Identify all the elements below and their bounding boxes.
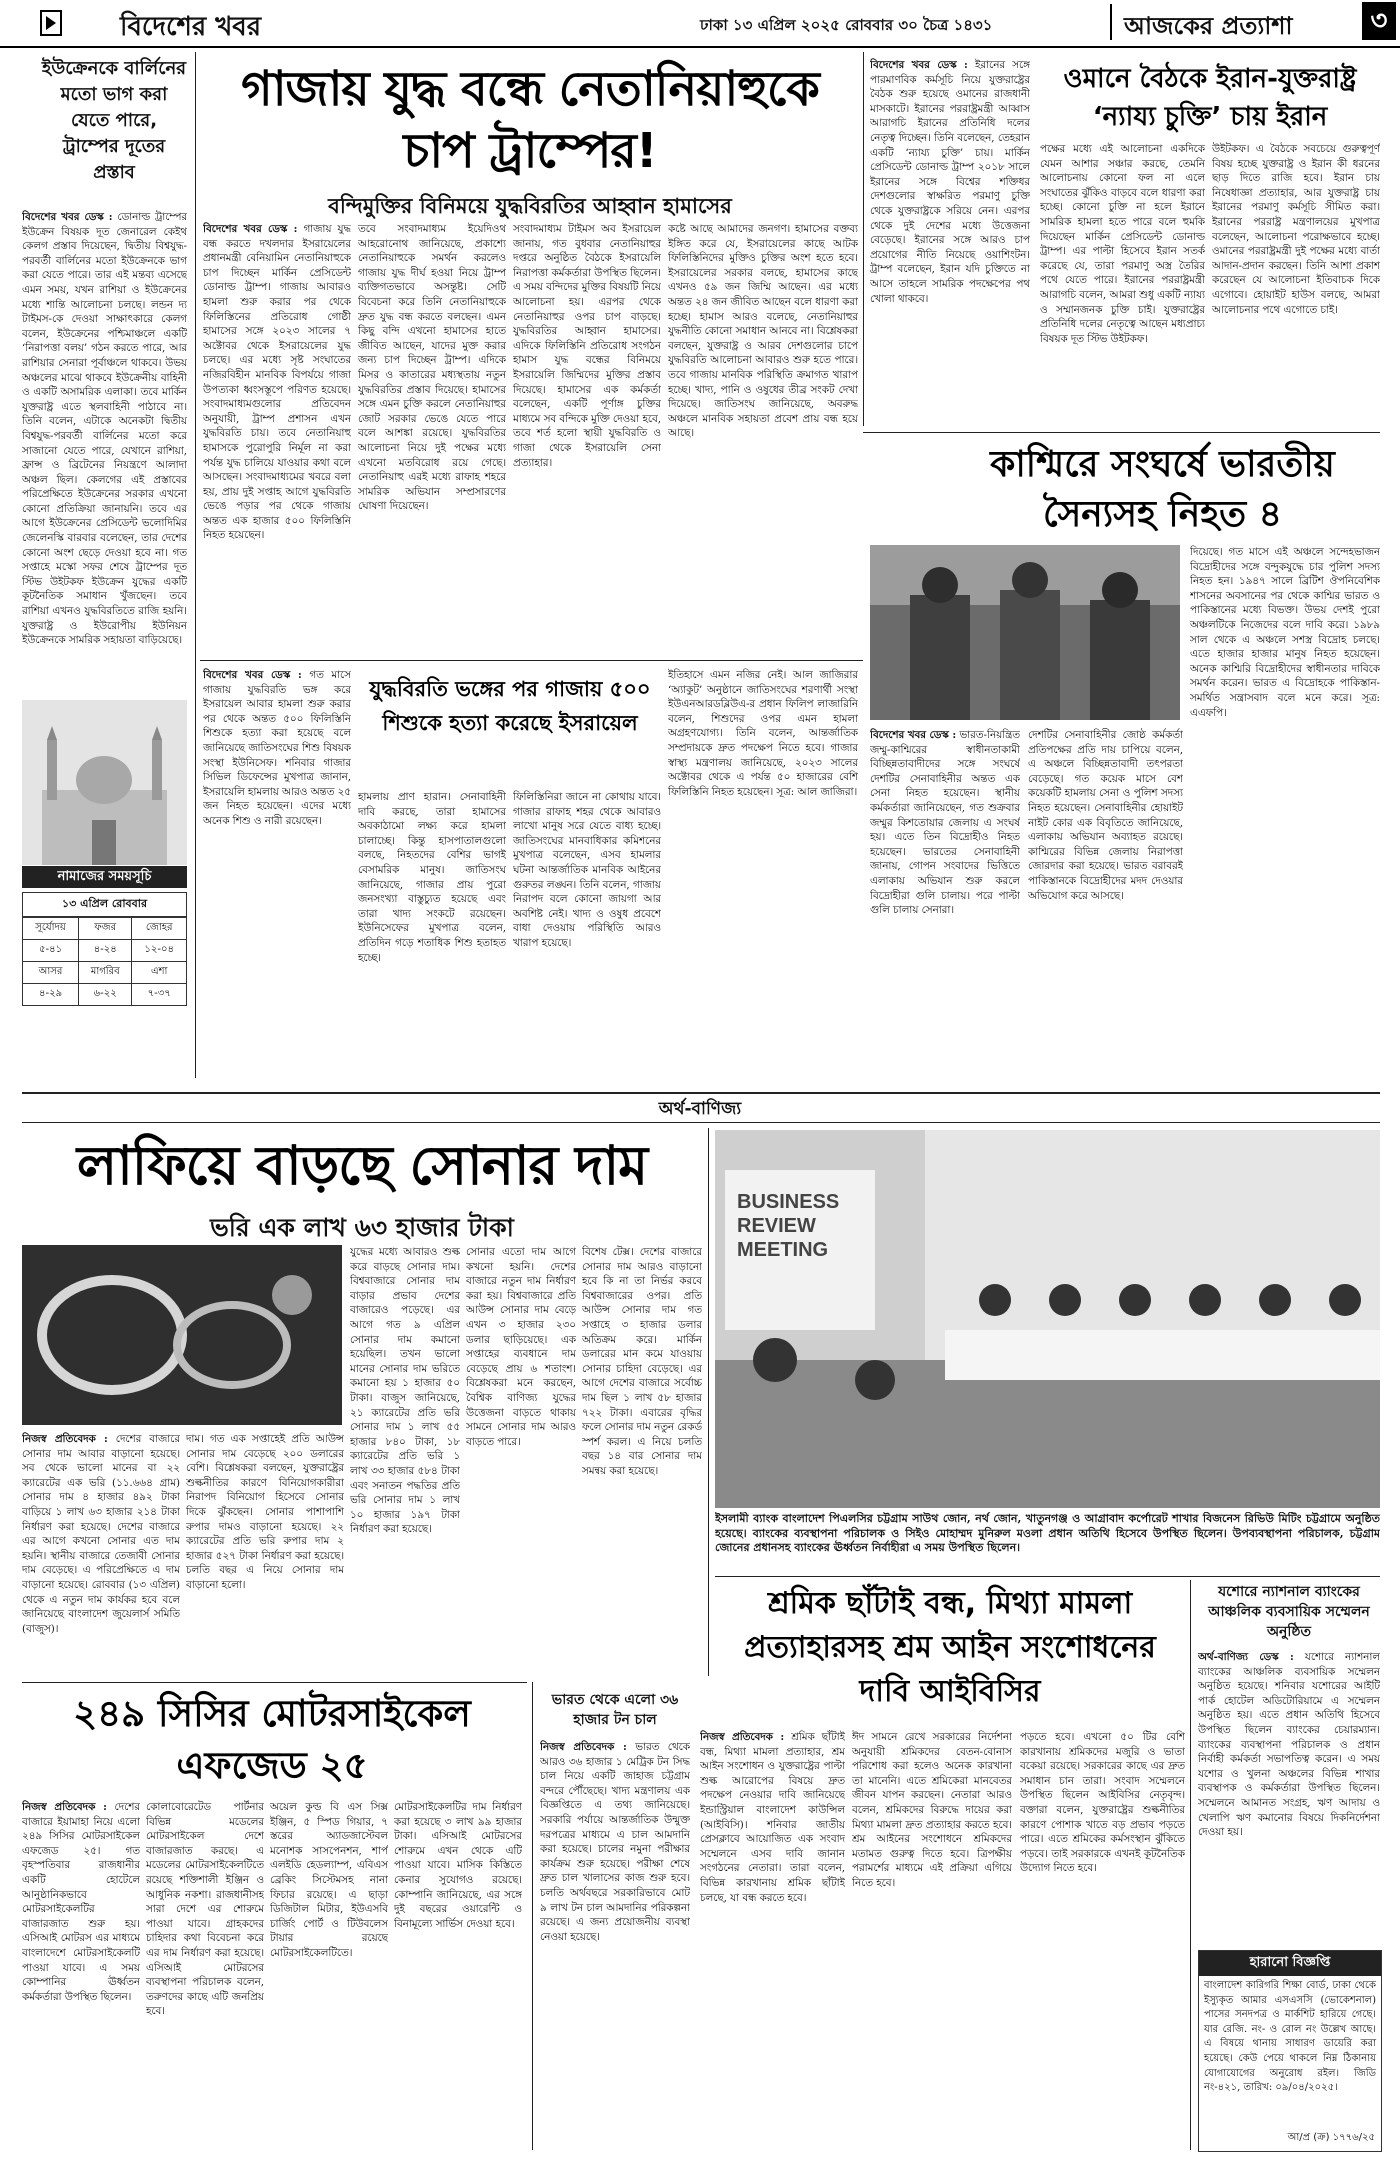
page-header: [0, 0, 1400, 48]
gold-subhead: ভরি এক লাখ ৬৩ হাজার টাকা: [210, 1213, 514, 1242]
gaza-children-col-2: হামলায় প্রাণ হারান। সেনাবাহিনী দাবি করছে, তারা হামাসের অবকাঠামো লক্ষ্য করে হামলা চালাচ্ছে। কিন্তু হাসপাতালগুলো বলছে, নিহতদের বেশির ভাগই বেসামরিক মানুষ। জাতিসংঘ জানিয়েছে, গাজার প্রায় পুরো জনসংখ্যা বাস্তুচ্যুত হয়েছে এবং তারা খাদ্য সংকটে রয়েছেন। ইউনিসেফের মুখপাত্র বলেন, প্রতিদিন গড়ে শতাধিক শিশু হতাহত হচ্ছে।: [358, 791, 506, 964]
gaza-col-1: বিদেশের খবর ডেস্ক : গাজায় যুদ্ধ বন্ধ করতে দখলদার ইসরায়েলের প্রধানমন্ত্রী বেনিয়ামিন নেতানিয়াহুকে চাপ দিচ্ছেন মার্কিন প্রেসিডেন্ট ডোনাল্ড ট্রাম্প। গাজায় আবারও হামলা শুরু করার পর থেকে ফিলিস্তিনের প্রতিরোধ গোষ্ঠী হামাসের সঙ্গে ২০২৩ সালের ৭ অক্টোবর থেকে ইসরায়েলের যুদ্ধ চলছে। এর মধ্যে সৃষ্ট সংঘাতের নজিরবিহীন মানবিক বিপর্যয়ে গাজা উপত্যকা ধ্বংসস্তূপে পরিণত হয়েছে। সংবাদমাধ্যমগুলোর প্রতিবেদন অনুযায়ী, ট্রাম্প প্রশাসন এখন যুদ্ধবিরতি চায়। তবে নেতানিয়াহু হামাসকে পুরোপুরি নির্মূল না করা পর্যন্ত যুদ্ধ চালিয়ে যাওয়ার কথা বলে আসছেন। সংবাদমাধ্যমের খবরে বলা হয়, প্রায় দুই সপ্তাহ আগে যুদ্ধবিরতি ভেঙে পড়ার পর থেকে গাজায় অন্তত এক হাজার ৫০০ ফিলিস্তিনি নিহত হয়েছেন।: [203, 223, 351, 542]
ibc-col-3: পড়তে হবে। এখনো ৫০ টির বেশি কারখানায় শ্রমিকদের মজুরি ও ভাতা বকেয়া রয়েছে। সরকারের কাছে এর দ্রুত সমাধান চান তারা। সংবাদ সম্মেলনে উপস্থিত ছিলেন আইবিসির নেতৃবৃন্দ। বক্তারা বলেন, যুক্তরাষ্ট্রের শুল্কনীতির কারণে পোশাক খাতে বড় প্রভাব পড়তে পারে। এতে শ্রমিকের কর্মসংস্থান ঝুঁকিতে পড়বে। তাই সরকারকে এখনই কূটনৈতিক উদ্যোগ নিতে হবে।: [1020, 1731, 1185, 1875]
page-number: ৩: [1362, 2, 1396, 40]
page-marker-icon: [40, 10, 62, 36]
gaza-children-col-3: ফিলিস্তিনিরা জানে না কোথায় যাবে। গাজার রাফাহ শহর থেকে আবারও লাখো মানুষ সরে যেতে বাধ্য হচ্ছে। জাতিসংঘের মানবাধিকার কমিশনের মুখপাত্র বলেছেন, এসব হামলার ঘটনা আন্তর্জাতিক মানবিক আইনের গুরুতর লঙ্ঘন। তিনি বলেন, গাজায় নিরাপদ বলে কোনো জায়গা আর অবশিষ্ট নেই। খাদ্য ও ওষুধ প্রবেশে বাধা দেওয়ায় পরিস্থিতি আরও খারাপ হয়েছে।: [513, 791, 661, 949]
rice-article: নিজস্ব প্রতিবেদক : ভারত থেকে আরও ৩৬ হাজার ১ মেট্রিক টন সিদ্ধ চাল নিয়ে একটি জাহাজ চট্টগ্রাম বন্দরে পৌঁছেছে। খাদ্য মন্ত্রণালয় এক বিজ্ঞপ্তিতে এ তথ্য জানিয়েছে। সরকারি পর্যায়ে আন্তর্জাতিক উন্মুক্ত দরপত্রের মাধ্যমে এ চাল আমদানি করা হয়েছে। চালের নমুনা পরীক্ষার কার্যক্রম শুরু হয়েছে। পরীক্ষা শেষে দ্রুত চাল খালাসের কাজ শুরু হবে। চলতি অর্থবছরে সরকারিভাবে মোট ৯ লাখ টন চাল আমদানির পরিকল্পনা রয়েছে। এ জন্য প্রয়োজনীয় ব্যবস্থা নেওয়া হয়েছে।: [540, 1741, 690, 1943]
iran-col-3: উইটকফ। এ বৈঠকে সবচেয়ে গুরুত্বপূর্ণ বিষয় হচ্ছে যুক্তরাষ্ট্র ও ইরান কী ধরনের ছাড় দিতে রাজি হবে। ইরান চায় নিষেধাজ্ঞা প্রত্যাহার, আর যুক্তরাষ্ট্র চায় ইরানের পরমাণু কর্মসূচি সীমিত করা। ইরানের পররাষ্ট্র মন্ত্রণালয়ের মুখপাত্র বলেছেন, আলোচনা পরোক্ষভাবে হচ্ছে। ওমানের পররাষ্ট্রমন্ত্রী দুই পক্ষের মধ্যে বার্তা আদান-প্রদান করছেন। তিনি আশা প্রকাশ করেছেন যে আলোচনা ইতিবাচক দিকে এগোবে। হোয়াইট হাউস বলছে, আমরা আলোচনার পথে এগোতে চাই।: [1212, 143, 1380, 316]
gaza-subhead: বন্দিমুক্তির বিনিময়ে যুদ্ধবিরতির আহ্বান হামাসের: [328, 194, 732, 218]
lost-notice-title: হারানো বিজ্ঞপ্তি: [1199, 1951, 1381, 1976]
gold-col-2: দাম। গত এক সপ্তাহেই প্রতি আউন্স সোনার দাম বেড়েছে ২০০ ডলারের বেশি। বিশ্লেষকরা বলছেন, যুক্তরাষ্ট্রের শুল্কনীতির কারণে বিনিয়োগকারীরা নিরাপদ বিনিয়োগ হিসেবে সোনার দিকে ঝুঁকছেন। সোনার পাশাপাশি রুপার দামও বাড়ানো হয়েছে। ২২ ক্যারেটের প্রতি ভরি রুপার দাম ২ হাজার ৫২৭ টাকা নির্ধারণ করা হয়েছে। চলতি বছর এ নিয়ে সোনার দাম বাড়ানো হলো।: [186, 1433, 344, 1591]
bank-meeting-photo: [715, 1130, 1380, 1508]
motorcycle-headline: ২৪৯ সিসির মোটরসাইকেল এফজেড ২৫: [73, 1692, 471, 1787]
ibc-headline: শ্রমিক ছাঁটাই বন্ধ, মিথ্যা মামলা প্রত্যাহারসহ শ্রম আইন সংশোধনের দাবি আইবিসির: [744, 1586, 1156, 1709]
rice-headline: ভারত থেকে এলো ৩৬ হাজার টন চাল: [551, 1692, 679, 1728]
motorcycle-col-4: মোটরসাইকেলটির দাম নির্ধারণ করা হয়েছে ৩ লাখ ৯৯ হাজার টাকা। এসিআই মোটরসের শোরুমে এখন থেকে এটি পাওয়া যাবে। মাসিক কিস্তিতে কেনার সুযোগও রয়েছে। কোম্পানি জানিয়েছে, এর সঙ্গে দুই বছরের ওয়ারেন্টি ও বিনামূল্যে সার্ভিস দেওয়া হবে।: [394, 1801, 522, 1930]
ukraine-byline: বিদেশের খবর ডেস্ক :: [22, 211, 113, 223]
economy-section-label: অর্থ-বাণিজ্য: [620, 1096, 780, 1124]
prayer-date: ১৩ এপ্রিল রোববার: [22, 892, 187, 917]
gaza-col-4: কষ্টে আছে আমাদের জনগণ। হামাসের বক্তব্য ইঙ্গিত করে যে, ইসরায়েলের কাছে আটক ফিলিস্তিনিদের মুক্তিও চুক্তির অংশ হতে হবে। ইসরায়েলের সরকার বলছে, হামাসের কাছে এখনও ৫৯ জন জিম্মি আছেন। এর মধ্যে অন্তত ২৪ জন জীবিত আছেন বলে ধারণা করা হচ্ছে। হামাস আরও বলেছে, নেতানিয়াহুর যুদ্ধনীতি কোনো সমাধান আনবে না। বিশ্লেষকরা বলছেন, যুক্তরাষ্ট্র ও আরব দেশগুলোর চাপে যুদ্ধবিরতি আলোচনা আবারও শুরু হতে পারে। তবে গাজায় মানবিক পরিস্থিতি ক্রমাগত খারাপ হচ্ছে। খাদ্য, পানি ও ওষুধের তীব্র সংকট দেখা দিয়েছে। জাতিসংঘ জানিয়েছে, অবরুদ্ধ অঞ্চলে মানবিক সহায়তা প্রবেশ প্রায় বন্ধ হয়ে আছে।: [668, 223, 858, 440]
ukraine-headline: ইউক্রেনকে বার্লিনের মতো ভাগ করা যেতে পারে, ট্রাম্পের দূতের প্রস্তাব: [41, 58, 187, 183]
kashmir-col-2: দেশটির সেনাবাহিনীর জোষ্ঠ কর্মকর্তা প্রতিপক্ষের প্রতি দায় চাপিয়ে বলেন, এ অঞ্চলে বিচ্ছিন্নতাবাদী তৎপরতা বেড়েছে। গত কয়েক মাসে বেশ কয়েকটি হামলায় সেনা ও পুলিশ সদস্য নিহত হয়েছেন। সেনাবাহিনীর হোয়াইট নাইট কোর এক বিবৃতিতে জানিয়েছে, এলাকায় অভিযান অব্যাহত রয়েছে। কাশ্মিরের বিভিন্ন জেলায় নিরাপত্তা জোরদার করা হয়েছে। ভারত বরাবরই পাকিস্তানকে বিদ্রোহীদের মদদ দেওয়ার অভিযোগ করে আসছে।: [1028, 729, 1183, 902]
gold-jewellery-photo: [22, 1245, 342, 1425]
prayer-times-grid: সূর্যোদয় ফজর জোহর ৫-৪১ ৪-২৪ ১২-০৪ আসর মাগরিব এশা ৪-২৯ ৬-২২ ৭-৩৭: [22, 917, 187, 1006]
gaza-children-col-1: বিদেশের খবর ডেস্ক : গত মাসে গাজায় যুদ্ধবিরতি ভঙ্গ করে ইসরায়েল আবার হামলা শুরু করার পর থেকে অন্তত ৫০০ ফিলিস্তিনি শিশুকে হত্যা করা হয়েছে বলে জানিয়েছে জাতিসংঘের শিশু বিষয়ক সংস্থা ইউনিসেফ। শনিবার গাজার সিভিল ডিফেন্সের মুখপাত্র জানান, ইসরায়েলি হামলায় আরও অন্তত ২৫ জন নিহত হয়েছেন। এদের মধ্যে অনেক শিশু ও নারী রয়েছেন।: [203, 669, 351, 827]
motorcycle-col-2: কোলাবোরেটেড পার্টনার বিভিন্ন মডেলের মোটরসাইকেল দেশে বাজারজাত করছে। এ মডেলের মোটরসাইকেলটিতে রয়েছে শক্তিশালী ইঞ্জিন ও আধুনিক নকশা। রাজধানীসহ সারা দেশে এর শোরুমে পাওয়া যাবে। গ্রাহকদের চাহিদার কথা বিবেচনা করে এর দাম নির্ধারণ করা হয়েছে। এসিআই মোটরসের ব্যবস্থাপনা পরিচালক বলেন, তরুণদের কাছে এটি জনপ্রিয় হবে।: [146, 1801, 264, 2018]
ibc-col-1: নিজস্ব প্রতিবেদক : শ্রমিক ছাঁটাই বন্ধ, মিথ্যা মামলা প্রত্যাহার, শ্রম আইন সংশোধন ও যুক্তরাষ্ট্রের পাল্টা শুল্ক আরোপের বিষয়ে দ্রুত পদক্ষেপ নেওয়ার দাবি জানিয়েছে ইন্ডাস্ট্রিয়াল বাংলাদেশ কাউন্সিল (আইবিসি)। শনিবার জাতীয় প্রেসক্লাবে আয়োজিত এক সংবাদ সম্মেলনে এসব দাবি জানান সংগঠনের নেতারা। তারা বলেন, বিভিন্ন কারখানায় শ্রমিক ছাঁটাই চলছে, যা বন্ধ করতে হবে।: [700, 1731, 845, 1904]
iran-col-1: বিদেশের খবর ডেস্ক : ইরানের সঙ্গে পারমাণবিক কর্মসূচি নিয়ে যুক্তরাষ্ট্রের বৈঠক শুরু হয়েছে ওমানের রাজধানী মাসকাটে। ইরানের পররাষ্ট্রমন্ত্রী আব্বাস আরাগচি ইরানের প্রতিনিধি দলের নেতৃত্ব দিচ্ছেন। তিনি বলেছেন, তেহরান একটি ‘ন্যায্য চুক্তি’ চায়। মার্কিন প্রেসিডেন্ট ডোনাল্ড ট্রাম্প ২০১৮ সালে ইরানের সঙ্গে বিশ্বের শক্তিধর দেশগুলোর স্বাক্ষরিত পরমাণু চুক্তি থেকে যুক্তরাষ্ট্রকে সরিয়ে নেন। এরপর থেকে দুই দেশের মধ্যে উত্তেজনা বেড়েছে। ইরানের সঙ্গে আরও চাপ প্রয়োগের নীতি নিয়েছে ওয়াশিংটন। ট্রাম্প বলেছেন, ইরান যদি চুক্তিতে না আসে তাহলে সামরিক পদক্ষেপের পথ খোলা থাকবে।: [870, 59, 1030, 305]
prayer-times-caption: নামাজের সময়সূচি: [22, 866, 187, 888]
gold-col-5: বিশেষ টেক্স। দেশের বাজারে সোনার দাম আরও বাড়ানো হবে কি না তা নির্ভর করবে বিশ্ববাজারের ওপর। প্রতি আউন্স সোনার দাম গত সপ্তাহে ৩ হাজার ডলার অতিক্রম করে। মার্কিন ডলারের মান কমে যাওয়ায় সোনার চাহিদা বেড়েছে। এর আগে দেশের বাজারে সর্বোচ্চ দাম ছিল ১ লাখ ৫৮ হাজার ৭২২ টাকা। এবারের বৃদ্ধির ফলে সোনার দাম নতুন রেকর্ড স্পর্শ করল। এ নিয়ে চলতি বছর ১৪ বার সোনার দাম সমন্বয় করা হয়েছে।: [582, 1246, 702, 1477]
gaza-children-col-4: ইতিহাসে এমন নজির নেই। আল জাজিরার ‘অ্যাকুট’ অনুষ্ঠানে জাতিসংঘের শরণার্থী সংস্থা ইউএনআরডব্লিউএ-র প্রধান ফিলিপ লাজারিনি বলেন, শিশুদের ওপর এমন হামলা অগ্রহণযোগ্য। তিনি বলেন, আন্তর্জাতিক সম্প্রদায়কে দ্রুত পদক্ষেপ নিতে হবে। গাজার স্বাস্থ্য মন্ত্রণালয় জানিয়েছে, ২০২৩ সালের অক্টোবর থেকে এ পর্যন্ত ৫০ হাজারের বেশি ফিলিস্তিনি নিহত হয়েছেন। সূত্র: আল জাজিরা।: [668, 669, 858, 798]
banner-text: BUSINESS REVIEW MEETING: [737, 1191, 840, 1261]
gold-headline: লাফিয়ে বাড়ছে সোনার দাম: [76, 1134, 648, 1197]
yashore-headline: যশোরে ন্যাশনাল ব্যাংকের আঞ্চলিক ব্যবসায়িক সম্মেলন অনুষ্ঠিত: [1208, 1584, 1370, 1640]
motorcycle-col-1: নিজস্ব প্রতিবেদক : দেশের বাজারে ইয়ামাহা নিয়ে এলো ২৪৯ সিসির মোটরসাইকেল এফজেড ২৫। গত বৃহস্পতিবার রাজধানীর একটি হোটেলে আনুষ্ঠানিকভাবে মোটরসাইকেলটির বাজারজাত শুরু হয়। এসিআই মোটরস এর মাধ্যমে বাংলাদেশে মোটরসাইকেলটি পাওয়া যাবে। এ সময় কোম্পানির ঊর্ধ্বতন কর্মকর্তারা উপস্থিত ছিলেন।: [22, 1801, 140, 2003]
ukraine-article: [22, 210, 187, 690]
yashore-article: অর্থ-বাণিজ্য ডেস্ক : যশোরে ন্যাশনাল ব্যাংকের আঞ্চলিক ব্যবসায়িক সম্মেলন অনুষ্ঠিত হয়েছে। শনিবার যশোরের আইটি পার্ক হোটেল অডিটোরিয়ামে এ সম্মেলন অনুষ্ঠিত হয়। এতে প্রধান অতিথি হিসেবে উপস্থিত ছিলেন ব্যাংকের চেয়ারম্যান। ব্যাংকের ব্যবস্থাপনা পরিচালক ও প্রধান নির্বাহী কর্মকর্তা সভাপতিত্ব করেন। এ সময় যশোর ও খুলনা অঞ্চলের বিভিন্ন শাখার ব্যবস্থাপক ও কর্মকর্তারা উপস্থিত ছিলেন। সম্মেলনে আমানত সংগ্রহ, ঋণ আদায় ও খেলাপি ঋণ কমানোর বিষয়ে দিকনির্দেশনা দেওয়া হয়।: [1198, 1651, 1380, 1839]
iran-headline: ওমানে বৈঠকে ইরান-যুক্তরাষ্ট্র ‘ন্যায্য চুক্তি’ চায় ইরান: [1063, 64, 1357, 132]
gold-col-3: যুদ্ধের মধ্যে আবারও শুল্ক করে বাড়ছে সোনার দাম। বিশ্ববাজারে সোনার দাম বাড়ার প্রভাব দেশের বাজারেও পড়েছে। এর আগে গত ৯ এপ্রিল সোনার দাম কমানো হয়েছিল। তখন ভালো মানের সোনার দাম ভরিতে কমানো হয় ১ হাজার ৫০ টাকা। বাজুস জানিয়েছে, ২১ ক্যারেটের প্রতি ভরি সোনার দাম ১ লাখ ৫৫ হাজার ৮৪০ টাকা, ১৮ ক্যারেটের প্রতি ভরি ১ লাখ ৩৩ হাজার ৫৮৪ টাকা এবং সনাতন পদ্ধতির প্রতি ভরি সোনার দাম ১ লাখ ১০ হাজার ১৯৭ টাকা নির্ধারণ করা হয়েছে।: [350, 1246, 460, 1536]
gold-col-1: নিজস্ব প্রতিবেদক : দেশের বাজারে সোনার দাম আবার বাড়ানো হয়েছে। সব থেকে ভালো মানের বা ২২ ক্যারেটের এক ভরি (১১.৬৬৪ গ্রাম) সোনার দাম ৪ হাজার ৪৯২ টাকা বাড়িয়ে ১ লাখ ৬৩ হাজার ২১৪ টাকা নির্ধারণ করা হয়েছে। দেশের বাজারে এর আগে কখনো সোনার এত দাম হয়নি। স্থানীয় বাজারে তেজাবী সোনার দাম বেড়েছে। এ পরিপ্রেক্ষিতে এ দাম বাড়ানো হয়েছে। রোববার (১৩ এপ্রিল) থেকে এ নতুন দাম কার্যকর হবে বলে জানিয়েছে বাংলাদেশ জুয়েলার্স সমিতি (বাজুস)।: [22, 1433, 180, 1635]
gold-col-4: সোনার এতো দাম আগে কখনো হয়নি। দেশের বাজারে নতুন দাম নির্ধারণ করা হয়। বিশ্ববাজারে প্রতি আউন্স সোনার দাম বেড়ে এখন ৩ হাজার ২৩০ ডলার ছাড়িয়েছে। এক সপ্তাহের ব্যবধানে দাম বেড়েছে প্রায় ৬ শতাংশ। বিশ্লেষকরা মনে করছেন, বৈশ্বিক বাণিজ্য যুদ্ধের উত্তেজনা বাড়তে থাকায় সামনে সোনার দাম আরও বাড়তে পারে।: [466, 1246, 576, 1448]
iran-col-2: পক্ষের মধ্যে এই আলোচনা একদিকে যেমন আশার সঞ্চার করছে, তেমনি আলোচনায় কোনো ফল না এলে সংঘাতের ঝুঁকিও বাড়বে বলে ধারণা করা হচ্ছে। কোনো চুক্তি না হলে ইরানে সামরিক হামলা হতে পারে বলে হুমকি দিয়েছেন মার্কিন প্রেসিডেন্ট ডোনাল্ড ট্রাম্প। এর পাল্টা হিসেবে ইরান সতর্ক করেছে যে, তারা পরমাণু অস্ত্র তৈরির পথে যেতে পারে। ইরানের পররাষ্ট্রমন্ত্রী আরাগচি বলেন, আমরা শুধু একটি ন্যায্য ও সম্মানজনক চুক্তি চাই। যুক্তরাষ্ট্রের প্রতিনিধি দলের নেতৃত্বে আছেন মধ্যপ্রাচ্য বিষয়ক দূত স্টিভ উইটকফ।: [1040, 143, 1205, 345]
gaza-col-3: সংবাদমাধ্যম টাইমস অব ইসরায়েল জানায়, গত বুধবার নেতানিয়াহুর দপ্তরে অনুষ্ঠিত বৈঠকে ইসরায়েলি নিরাপত্তা কর্মকর্তারা উপস্থিত ছিলেন। এ সময় বন্দিদের মুক্তির বিষয়টি নিয়ে আলোচনা হয়। এরপর থেকে নেতানিয়াহুর ওপর চাপ বাড়ছে। যুদ্ধবিরতির আহ্বান হামাসের। এদিকে ফিলিস্তিনি প্রতিরোধ সংগঠন হামাস যুদ্ধ বন্ধের বিনিময়ে ইসরায়েলি জিম্মিদের মুক্তির প্রস্তাব দিয়েছে। হামাসের এক কর্মকর্তা বলেছেন, একটি পূর্ণাঙ্গ চুক্তির মাধ্যমে সব বন্দিকে মুক্তি দেওয়া হবে, তবে শর্ত হলো স্থায়ী যুদ্ধবিরতি ও গাজা থেকে ইসরায়েলি সেনা প্রত্যাহার।: [513, 223, 661, 469]
kashmir-col-1: বিদেশের খবর ডেস্ক : ভারত-নিয়ন্ত্রিত জম্মু-কাশ্মিরের স্বাধীনতাকামী বিচ্ছিন্নতাবাদীদের সঙ্গে সংঘর্ষে দেশটির সেনাবাহিনীর অন্তত এক সেনা নিহত হয়েছেন। স্থানীয় কর্মকর্তারা জানিয়েছেন, গত শুক্রবার জম্মুর কিশতোয়ার জেলায় এ সংঘর্ষ হয়। এতে তিন বিদ্রোহীও নিহত হয়েছেন। ভারতের সেনাবাহিনী জানায়, গোপন সংবাদের ভিত্তিতে এলাকায় অভিযান শুরু করলে বিদ্রোহীরা গুলি চালায়। পরে পাল্টা গুলি চালায় সেনারা।: [870, 729, 1020, 917]
mosque-photo: [22, 700, 187, 865]
lost-notice-body: বাংলাদেশ কারিগরি শিক্ষা বোর্ড, ঢাকা থেকে ইস্যুকৃত আমার এসএসসি (ভোকেশনাল) পাসের সনদপত্র ও মার্কশিট হারিয়ে গেছে। যার রেজি. নং- ও রোল নং উল্লেখ আছে। এ বিষয়ে থানায় সাধারণ ডায়েরি করা হয়েছে। কেউ পেয়ে থাকলে নিম্ন ঠিকানায় যোগাযোগের অনুরোধ রইল। জিডি নং-৪২১, তারিখ: ০৯/০৪/২০২৫।: [1204, 1980, 1376, 2094]
lost-notice-box: [1198, 1950, 1382, 2152]
section-title: বিদেশের খবর: [120, 12, 262, 42]
kashmir-headline: কাশ্মিরে সংঘর্ষে ভারতীয় সৈন্যসহ নিহত ৪: [990, 444, 1335, 535]
gaza-headline: গাজায় যুদ্ধ বন্ধে নেতানিয়াহুকে চাপ ট্রাম্পের!: [241, 61, 819, 179]
bank-photo-caption: ইসলামী ব্যাংক বাংলাদেশ পিএলসির চট্টগ্রাম সাউথ জোন, নর্থ জোন, খাতুনগঞ্জ ও আগ্রাবাদ কর্পোরেট শাখার বিজনেস রিভিউ মিটিং চট্টগ্রামে অনুষ্ঠিত হয়েছে। ব্যাংকের ব্যবস্থাপনা পরিচালক ও সিইও মোহাম্মদ মুনিরুল মওলা প্রধান অতিথি হিসেবে উপস্থিত ছিলেন। উপব্যবস্থাপনা পরিচালক, চট্টগ্রাম জোনের প্রধানসহ ব্যাংকের ঊর্ধ্বতন নির্বাহীরা এ সময় উপস্থিত ছিলেন।: [715, 1512, 1380, 1555]
gaza-col-2: তবে সংবাদমাধ্যম ইয়েদিওথ আহরোনোথ জানিয়েছে, প্রকাশ্যে নেতানিয়াহুকে সমর্থন করলেও গাজায় যুদ্ধ দীর্ঘ হওয়া নিয়ে ট্রাম্প ব্যক্তিগতভাবে অসন্তুষ্ট। সেটি বিবেচনা করে তিনি নেতানিয়াহুকে দ্রুত যুদ্ধ বন্ধ করতে বলছেন। এমন কিছু বন্দি এখনো হামাসের হাতে জীবিত আছেন, যাদের মুক্ত করার জন্য চাপ দিচ্ছেন ট্রাম্প। এদিকে মিসর ও কাতারের মধ্যস্থতায় নতুন যুদ্ধবিরতির প্রস্তাব দিয়েছে। হামাসের সঙ্গে এমন চুক্তি করলে নেতানিয়াহুর জোট সরকার ভেঙে যেতে পারে বলে আশঙ্কা রয়েছে। যুদ্ধবিরতির আলোচনা নিয়ে দুই পক্ষের মধ্যে এখনো মতবিরোধ রয়ে গেছে। নেতানিয়াহু এরই মধ্যে রাফাহ শহরে সামরিক অভিযান সম্প্রসারণের ঘোষণা দিয়েছেন।: [358, 223, 506, 513]
brand-logo: [1110, 4, 1362, 40]
brand-name: আজকের প্রত্যাশা: [1124, 12, 1293, 40]
lost-notice-ref: আ/প্র (ক্র) ১৭৭৬/২৫: [1287, 2132, 1375, 2143]
kashmir-soldiers-photo: [870, 545, 1180, 720]
prayer-times-table: [22, 892, 187, 1006]
ibc-col-2: ঈদ সামনে রেখে সরকারের নির্দেশনা অনুযায়ী শ্রমিকদের বেতন-বোনাস পরিশোধ করা হলেও অনেক কারখানা তা মানেনি। এতে শ্রমিকেরা মানবেতর জীবন যাপন করছেন। নেতারা আরও বলেন, শ্রমিকদের বিরুদ্ধে দায়ের করা মিথ্যা মামলা দ্রুত প্রত্যাহার করতে হবে। শ্রম আইনের সংশোধনে শ্রমিকদের মতামত গুরুত্ব দিতে হবে। ত্রিপক্ষীয় পরামর্শের মাধ্যমে এই প্রক্রিয়া এগিয়ে নিতে হবে।: [852, 1731, 1012, 1889]
dateline: ঢাকা ১৩ এপ্রিল ২০২৫ রোববার ৩০ চৈত্র ১৪৩১: [700, 16, 993, 34]
ukraine-body: ডোনাল্ড ট্রাম্পের ইউক্রেন বিষয়ক দূত জেনারেল কেইথ কেলগ প্রস্তাব দিয়েছেন, দ্বিতীয় বিশ্বযুদ্ধ-পরবর্তী বার্লিনের মতো ইউক্রেনকে ভাগ করা যেতে পারে। তার এই মন্তব্য এসেছে এমন সময়, যখন রাশিয়া ও ইউক্রেনের মধ্যে শান্তি আলোচনা চলছে। লন্ডন দ্য টাইমস-কে দেওয়া সাক্ষাৎকারে কেলগ বলেন, ইউক্রেনের পশ্চিমাঞ্চলে একটি ‘নিরাপত্তা বলয়’ গঠন করতে পারে, আর রাশিয়ার সেনারা পূর্বাঞ্চলে থাকবে। উভয় অঞ্চলের মাঝে থাকবে ইউক্রেনীয় বাহিনী ও একটি অসামরিক এলাকা। তবে মার্কিন যুক্তরাষ্ট্র এতে স্থলবাহিনী পাঠাবে না। তিনি বলেন, এটাকে অনেকটা দ্বিতীয় বিশ্বযুদ্ধ-পরবর্তী বার্লিনের মতো করে সাজানো যেতে পারে, যেখানে রাশিয়া, ফ্রান্স ও ব্রিটেনের নিয়ন্ত্রণে আলাদা অঞ্চল ছিল। কেলগের এই প্রস্তাবের পরিপ্রেক্ষিতে ইউক্রেনের সরকার এখনো কোনো প্রতিক্রিয়া জানায়নি। তবে এর আগে ইউক্রেনের প্রেসিডেন্ট ভলোদিমির জেলেনস্কি বারবার বলেছেন, তার দেশের কোনো অংশ ছেড়ে দেওয়া হবে না। গত সপ্তাহে মস্কো সফর শেষে ট্রাম্পের দূত স্টিভ উইটকফ ইউক্রেন যুদ্ধের একটি কূটনৈতিক সমাধান খুঁজছেন। তবে রাশিয়া এখনও যুদ্ধবিরতিতে রাজি হয়নি। যুক্তরাষ্ট্র ও ইউরোপীয় ইউনিয়ন ইউক্রেনকে সামরিক সহায়তা বাড়িয়েছে।: [22, 211, 187, 647]
motorcycle-col-3: অয়েল কুল্ড বি এস সিক্স ইঞ্জিন, ৫ স্পিড গিয়ার, ৭ স্তরের অ্যাডজাস্টেবল মনোশক সাসপেনশন, শার্প এলইডি হেডল্যাম্প, এবিএস ব্রেকিং সিস্টেমসহ নানা ফিচার রয়েছে। এ ছাড়া ডিজিটাল মিটার, ইউএসবি চার্জিং পোর্ট ও টিউবলেস টায়ার রয়েছে মোটরসাইকেলটিতে।: [270, 1801, 388, 1959]
kashmir-col-3: দিয়েছে। গত মাসে এই অঞ্চলে সন্দেহভাজন বিদ্রোহীদের সঙ্গে বন্দুকযুদ্ধে চার পুলিশ সদস্য নিহত হন। ১৯৪৭ সালে ব্রিটিশ ঔপনিবেশিক শাসনের অবসানের পর থেকে কাশ্মির ভারত ও পাকিস্তানের মধ্যে বিভক্ত। উভয় দেশই পুরো অঞ্চলটিকে নিজেদের বলে দাবি করে। ১৯৮৯ সাল থেকে এ অঞ্চলে সশস্ত্র বিদ্রোহ চলছে। এতে হাজার হাজার মানুষ নিহত হয়েছেন। অনেক কাশ্মিরি বিদ্রোহীদের স্বাধীনতার দাবিকে সমর্থন করেন। ভারত এ বিদ্রোহকে পাকিস্তান-সমর্থিত সন্ত্রাসবাদ বলে মনে করে। সূত্র: এএফপি।: [1190, 546, 1380, 719]
gaza-children-headline: যুদ্ধবিরতি ভঙ্গের পর গাজায় ৫০০ শিশুকে হত্যা করেছে ইসরায়েল: [369, 677, 651, 735]
